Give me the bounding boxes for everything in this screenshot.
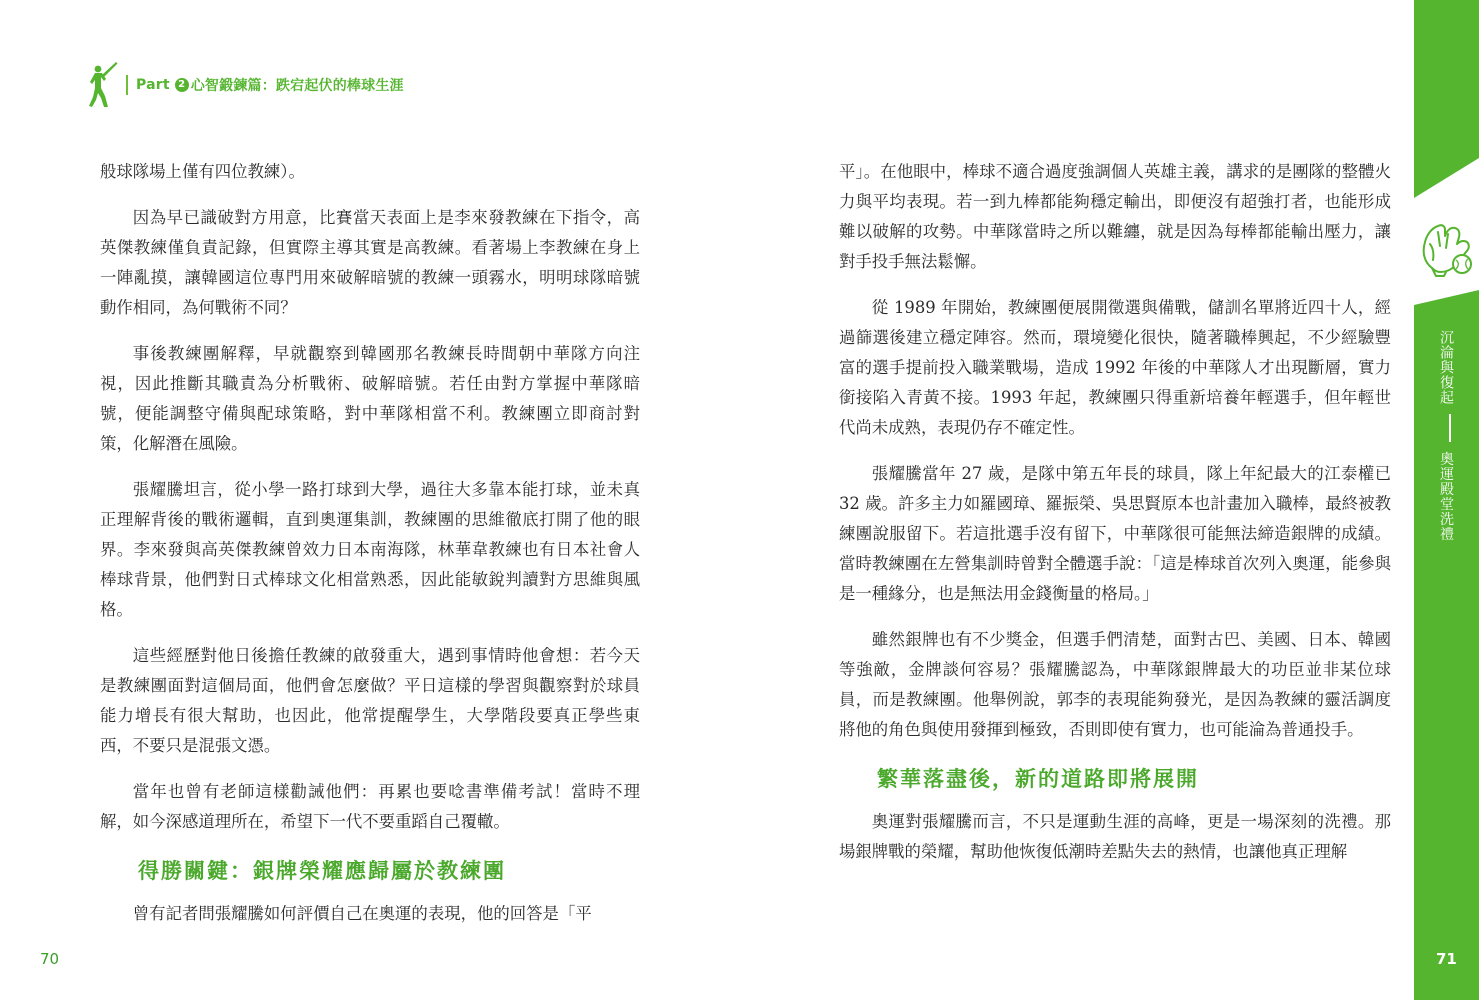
chapter-title-part2: 奧運殿堂洗禮	[1438, 451, 1454, 542]
page-number-right: 71	[1436, 950, 1457, 968]
title-dash	[1449, 414, 1451, 442]
paragraph: 張耀騰當年 27 歲，是隊中第五年長的球員，隊上年紀最大的江泰權已 32 歲。許多主力如羅國璋、羅振榮、吳思賢原本也計畫加入職棒，最終被教練團說服留下。若這批選手沒有留下，中華隊很可能無法締造銀牌的成績。當時教練團在左營集訓時曾對全體選手說：「這是棒球首次列入奧運，能參與是一種緣分，也是無法用金錢衡量的格局。」	[839, 464, 1391, 603]
section-heading: 得勝關鍵：銀牌榮耀應歸屬於教練團	[138, 858, 506, 883]
right-page-body	[839, 157, 1391, 867]
section-heading: 繁華落盡後，新的道路即將展開	[877, 766, 1199, 791]
glove-icon	[1418, 218, 1476, 280]
paragraph: 從 1989 年開始，教練團便展開徵選與備戰，儲訓名單將近四十人，經過篩選後建立穩定陣容。然而，環境變化很快，隨著職棒興起，不少經驗豐富的選手提前投入職業戰場，造成 1992 年後的中華隊人才出現斷層，實力銜接陷入青黃不接。1993 年起，教練團只得重新培養年輕選手，但年輕世代尚未成熟，表現仍存不確定性。	[839, 298, 1391, 437]
running-header	[86, 60, 404, 110]
paragraph: 曾有記者問張耀騰如何評價自己在奧運的表現，他的回答是「平	[132, 904, 592, 923]
paragraph: 平」。在他眼中，棒球不適合過度強調個人英雄主義，講求的是團隊的整體火力與平均表現。若一到九棒都能夠穩定輸出，即便沒有超強打者，也能形成難以破解的攻勢。中華隊當時之所以難纏，就是因為每棒都能輸出壓力，讓對手投手無法鬆懈。	[839, 162, 1391, 271]
paragraph: 事後教練團解釋，早就觀察到韓國那名教練長時間朝中華隊方向注視，因此推斷其職責為分析戰術、破解暗號。若任由對方掌握中華隊暗號，便能調整守備與配球策略，對中華隊相當不利。教練團立即商討對策，化解潛在風險。	[100, 344, 640, 453]
paragraph: 當年也曾有老師這樣勸誡他們：再累也要唸書準備考試！當時不理解，如今深感道理所在，希望下一代不要重蹈自己覆轍。	[100, 782, 640, 831]
paragraph: 般球隊場上僅有四位教練）。	[100, 162, 305, 181]
batter-icon	[86, 60, 120, 110]
left-page-body	[100, 157, 640, 929]
header-divider	[126, 75, 128, 95]
chapter-vertical-title	[1431, 330, 1461, 542]
chapter-title: 心智鍛鍊篇：跌宕起伏的棒球生涯	[190, 78, 404, 94]
part-number-badge: 2	[175, 78, 189, 92]
paragraph: 張耀騰坦言，從小學一路打球到大學，過往大多靠本能打球，並未真正理解背後的戰術邏輯，直到奧運集訓，教練團的思維徹底打開了他的眼界。李來發與高英傑教練曾效力日本南海隊，林華韋教練也有日本社會人棒球背景，他們對日式棒球文化相當熟悉，因此能敏銳判讀對方思維與風格。	[100, 480, 640, 619]
paragraph: 雖然銀牌也有不少獎金，但選手們清楚，面對古巴、美國、日本、韓國等強敵，金牌談何容易？張耀騰認為，中華隊銀牌最大的功臣並非某位球員，而是教練團。他舉例說，郭李的表現能夠發光，是因為教練的靈活調度將他的角色與使用發揮到極致，否則即使有實力，也可能淪為普通投手。	[839, 630, 1391, 739]
paragraph: 因為早已識破對方用意，比賽當天表面上是李來發教練在下指令，高英傑教練僅負責記錄，但實際主導其實是高教練。看著場上李教練在身上一陣亂摸，讓韓國這位專門用來破解暗號的教練一頭霧水，明明球隊暗號動作相同，為何戰術不同？	[100, 208, 640, 317]
part-label: Part	[136, 77, 170, 93]
chapter-title-part1: 沉淪與復起	[1438, 330, 1454, 405]
page-number-left: 70	[40, 950, 60, 968]
paragraph: 這些經歷對他日後擔任教練的啟發重大，遇到事情時他會想：若今天是教練團面對這個局面，他們會怎麼做？平日這樣的學習與觀察對於球員能力增長有很大幫助，也因此，他常提醒學生，大學階段要真正學些東西，不要只是混張文憑。	[100, 646, 640, 755]
paragraph: 奧運對張耀騰而言，不只是運動生涯的高峰，更是一場深刻的洗禮。那場銀牌戰的榮耀，幫助他恢復低潮時差點失去的熱情，也讓他真正理解	[839, 812, 1391, 861]
header-title	[136, 75, 404, 95]
